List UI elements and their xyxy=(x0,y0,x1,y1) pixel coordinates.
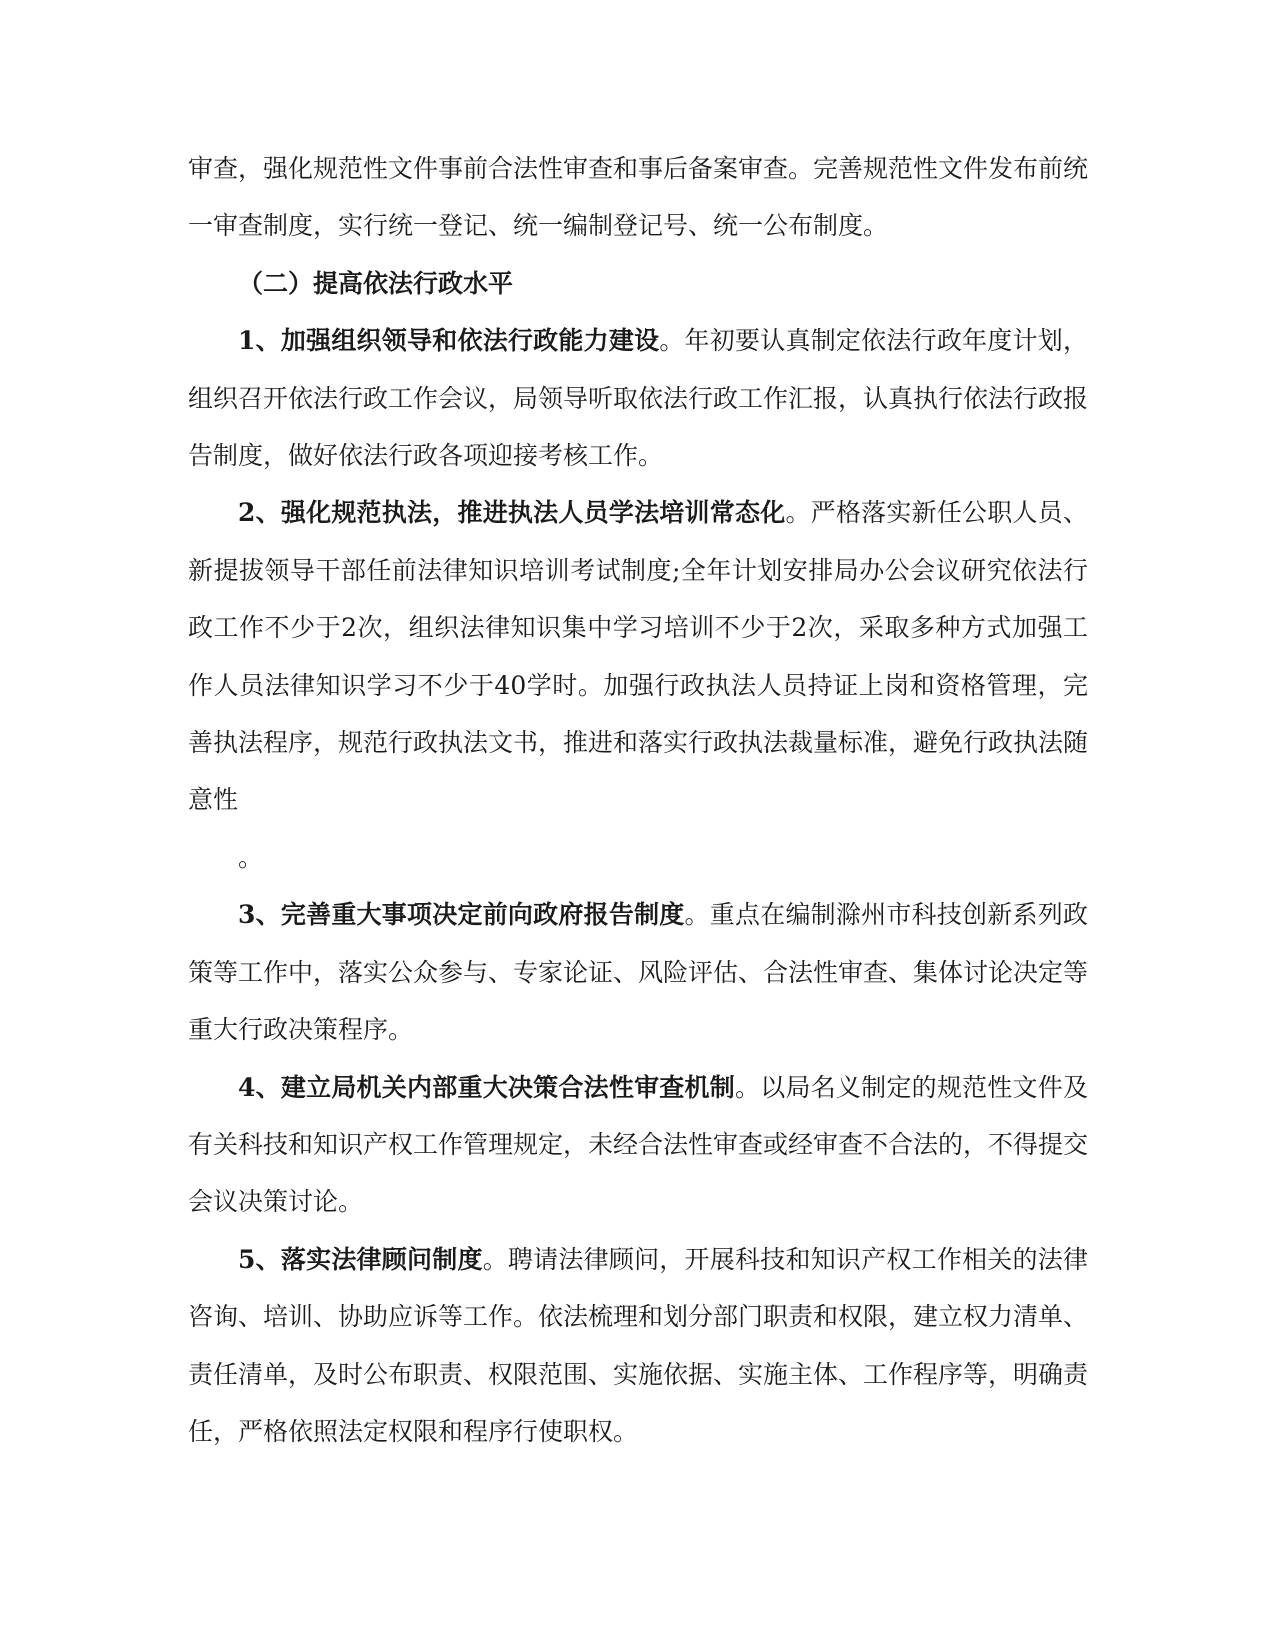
item-lead-1: 1、加强组织领导和依法行政能力建设 xyxy=(238,326,660,356)
item-body-5: 。聘请法律顾问，开展科技和知识产权工作相关的法律咨询、培训、协助应诉等工作。依法梳理和划分部门职责和权限，建立权力清单、责任清单，及时公布职责、权限范围、实施依据、实施主体、工作程序等，明确责任，严格依照法定权限和程序行使职权。 xyxy=(188,1244,1089,1446)
item-lead-3: 3、完善重大事项决定前向政府报告制度 xyxy=(238,900,685,930)
item-paragraph-1 xyxy=(188,312,1088,484)
item-body-2: 。严格落实新任公职人员、新提拔领导干部任前法律知识培训考试制度;全年计划安排局办公会议研究依法行政工作不少于2次，组织法律知识集中学习培训不少于2次，采取多种方式加强工作人员法律知识学习不少于40学时。加强行政执法人员持证上岗和资格管理，完善执法程序，规范行政执法文书，推进和落实行政执法裁量标准，避免行政执法随意性 xyxy=(188,498,1089,815)
item-lead-5: 5、落实法律顾问制度 xyxy=(238,1244,483,1274)
item-lead-2: 2、强化规范执法，推进执法人员学法培训常态化 xyxy=(238,498,786,528)
item-paragraph-3 xyxy=(188,886,1088,1058)
item-body-1: 。年初要认真制定依法行政年度计划，组织召开依法行政工作会议，局领导听取依法行政工作汇报，认真执行依法行政报告制度，做好依法行政各项迎接考核工作。 xyxy=(188,326,1089,471)
item-trailing-2: 。 xyxy=(238,842,264,872)
item-body-4: 。以局名义制定的规范性文件及有关科技和知识产权工作管理规定，未经合法性审查或经审查不合法的，不得提交会议决策讨论。 xyxy=(188,1072,1089,1217)
section-heading: （二）提高依法行政水平 xyxy=(238,268,514,298)
item-paragraph-2 xyxy=(188,484,1088,886)
item-body-3: 。重点在编制滁州市科技创新系列政策等工作中，落实公众参与、专家论证、风险评估、合法性审查、集体讨论决定等重大行政决策程序。 xyxy=(188,900,1089,1045)
item-paragraph-5 xyxy=(188,1231,1088,1461)
document-body xyxy=(188,140,1088,1460)
item-lead-4: 4、建立局机关内部重大决策合法性审查机制 xyxy=(238,1072,735,1102)
item-paragraph-4 xyxy=(188,1059,1088,1231)
continuation-paragraph: 审查，强化规范性文件事前合法性审查和事后备案审查。完善规范性文件发布前统一审查制度，实行统一登记、统一编制登记号、统一公布制度。 xyxy=(188,154,1089,241)
